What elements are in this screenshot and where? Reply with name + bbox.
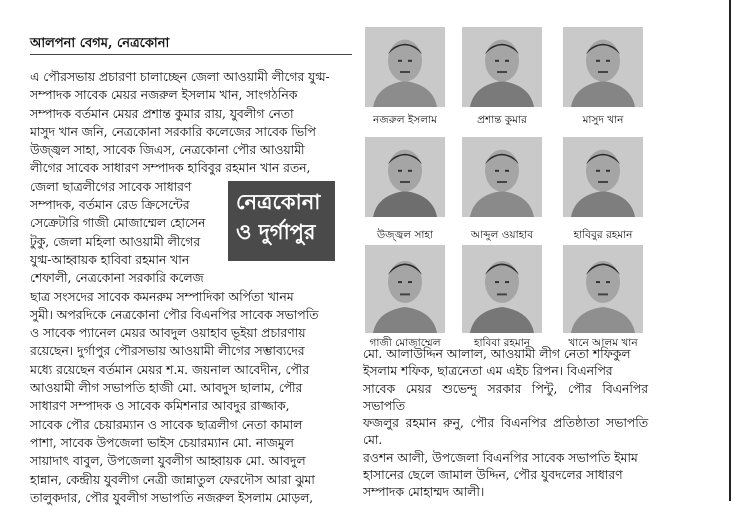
article-line: সম্পাদক বর্তমান মেয়র প্রশান্ত কুমার রায়, যুবলীগ নেতা: [30, 106, 294, 121]
article-line: তালুকদার, পৌর যুবলীগ সভাপতি নজরুল ইসলাম মোড়ল,: [30, 490, 314, 505]
article-line: সুমী। অপরদিকে নেত্রকোনা পৌর বিএনপির সাবেক সভাপতি: [30, 307, 319, 322]
article-line: সম্পাদক সাবেক মেয়র নজরুল ইসলাম খান, সাংগঠনিক: [30, 88, 298, 103]
article-line: সাবেক পৌর চেয়ারম্যান ও সাবেক ছাত্রলীগ নেতা কামাল: [30, 417, 303, 432]
portrait-photo: [462, 27, 542, 107]
article-line: সায়াদাৎ বাবুল, উপজেলা যুবলীগ আহ্বায়ক মো. আবদুল: [30, 454, 306, 469]
article-line: হান্নান, কেন্দ্রীয় যুবলীগ নেত্রী জান্নাতুল ফেরদৌস আরা ঝুমা: [30, 472, 315, 487]
article-line: হাসানের ছেলে জামাল উদ্দিন, পৌর যুবদলের সাধারণ: [363, 468, 623, 483]
article-line: এ পৌরসভায় প্রচারণা চালাচ্ছেন জেলা আওয়ামী লীগের যুগ্ম-: [30, 70, 330, 84]
portrait-photo: [462, 245, 542, 333]
article-line: টুকু, জেলা মহিলা আওয়ামী লীগের: [30, 234, 201, 249]
article-line: ইসলাম শফিক, ছাত্রনেতা এম এইচ রিপন। বিএনপির: [363, 364, 613, 379]
portrait-photo: [563, 137, 643, 217]
article-line: জেলা ছাত্রলীগের সাবেক সাধারণ: [30, 179, 192, 194]
article-line: আওয়ামী লীগ সভাপতি হাজী মো. আবদুস ছালাম, পৌর: [30, 381, 303, 396]
portrait-photo: [462, 137, 542, 217]
location-line-2: ও দুর্গাপুর: [236, 220, 316, 244]
article-column-left: [30, 68, 363, 507]
article-line: মাসুদ খান জনি, নেত্রকোনা সরকারি কলেজের সাবেক ভিপি: [30, 124, 316, 139]
article-line: শেফালী, নেত্রকোনা সরকারি কলেজ: [30, 271, 204, 286]
article-line: যুগ্ম-আহ্বায়ক হাবিবা রহমান খান: [30, 252, 190, 267]
article-line: সাবেক মেয়র শুভেন্দু সরকার পিন্টু, পৌর বিএনপির সভাপতি: [363, 381, 648, 413]
portrait-photo: [563, 245, 643, 333]
article-line: সম্পাদক, বর্তমান রেড ক্রিসেন্টের: [30, 198, 190, 213]
clipped-previous-article-strip: [0, 0, 735, 9]
article-line: ছাত্র সংসদের সাবেক কমনরুম সম্পাদিকা অর্পিতা খানম: [30, 289, 294, 304]
byline: আলপনা বেগম, নেত্রকোনা: [30, 36, 170, 51]
portrait-caption: হাবিবা রহমান: [473, 337, 531, 349]
article-column-right: [363, 346, 648, 502]
portrait-caption: নজরুল ইসলাম: [373, 114, 437, 126]
article-line: পাশা, সাবেক উপজেলা ভাইস চেয়ারম্যান মো. নাজমুল: [30, 435, 294, 450]
portrait-caption: প্রশান্ত কুমার: [477, 114, 527, 126]
article-line: উজ্জ্বল সাহা, সাবেক জিএস, নেত্রকোনা পৌর আওয়ামী: [30, 143, 305, 158]
portrait-caption: আব্দুল ওয়াহাব: [470, 229, 534, 241]
portrait-caption: উজ্জ্বল সাহা: [377, 229, 433, 241]
location-highlight-box: [228, 181, 335, 261]
article-line: মধ্যে রয়েছেন বর্তমান মেয়র শ.ম. জয়নাল আবেদীন, পৌর: [30, 362, 310, 377]
portrait-photo: [365, 245, 445, 333]
article-line: মো. আলাউদ্দিন আলাল, আওয়ামী লীগ নেতা শফিকুল: [363, 347, 631, 361]
portrait-caption: গাজী মোজাম্মেল: [369, 337, 441, 349]
article-line: সাধারণ সম্পাদক ও সাবেক কমিশনার আবদুর রাজ্জাক,: [30, 399, 290, 414]
portrait-photo: [365, 27, 445, 107]
portrait-photo: [563, 27, 643, 107]
article-line: রওশন আলী, উপজেলা বিএনপির সাবেক সভাপতি ইমাম: [363, 450, 638, 465]
portrait-caption: মাসুদ খান: [582, 114, 624, 126]
location-line-1: নেত্রকোনা: [236, 190, 321, 214]
portrait-photo: [365, 137, 445, 217]
portrait-caption: হাবিবুর রহমান: [573, 229, 633, 241]
article-line: লীগের সাবেক সাধারণ সম্পাদক হাবিবুর রহমান খান রতন,: [30, 161, 311, 176]
portrait-caption: খানে আলম খান: [568, 337, 638, 349]
byline-divider: [30, 54, 352, 55]
article-line: রয়েছেন। দুর্গাপুর পৌরসভায় আওয়ামী লীগের সম্ভাব্যদের: [30, 344, 305, 359]
article-line: ও সাবেক প্যানেল মেয়র আবদুল ওয়াহাব ভূইয়া প্রচারণায়: [30, 326, 306, 341]
article-line: ফজলুর রহমান রুনু, পৌর বিএনপির প্রতিষ্ঠাতা সভাপতি মো.: [363, 416, 648, 448]
article-line: সম্পাদক মোহাম্মদ আলী।: [363, 485, 485, 500]
article-line: সেক্রেটারি গাজী মোজাম্মেল হোসেন: [30, 216, 206, 231]
page-border: [729, 0, 731, 501]
